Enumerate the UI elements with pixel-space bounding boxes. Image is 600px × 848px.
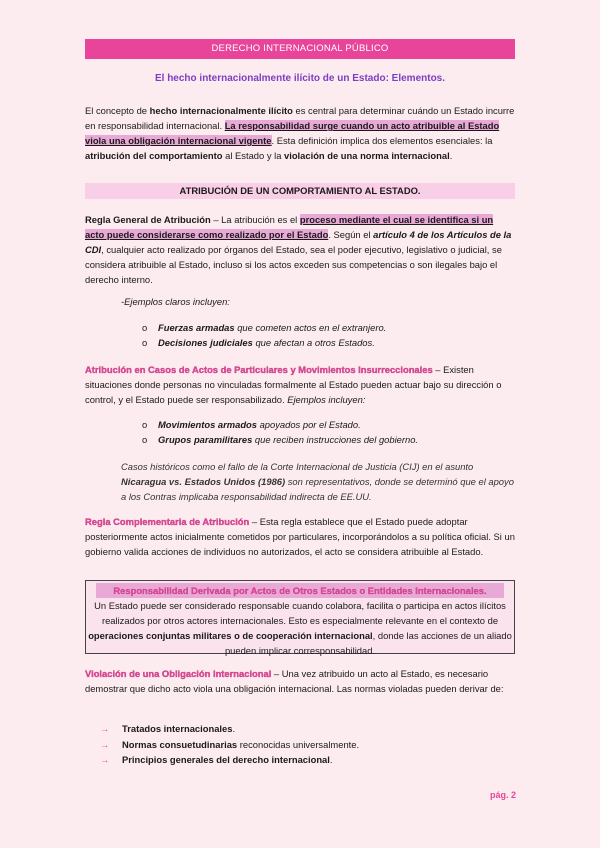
examples-list-2 [142,417,418,447]
regla-general-text-1: – La atribución es el [210,214,300,225]
particulares-text: – Existen situaciones donde personas no vinculadas formalmente al Estado pueden actuar bajo su dirección o control, y el Estado puede ser responsabilizado. [85,364,502,405]
particulares-heading: Atribución en Casos de Actos de Particulares y Movimientos Insurreccionales [85,364,433,375]
box-text-1: Un Estado puede ser considerado responsable cuando colabora, facilita o participa en actos ilícitos realizados por otros actores internacionales. Esto es especialmente relevante en el contexto de [94,600,506,626]
regla-general-label: Regla General de Atribución [85,214,211,225]
violacion-paragraph [85,666,515,696]
intro-bold-violacion: violación de una norma internacional [284,150,450,161]
list-item-text: . [329,754,333,765]
box-title: Responsabilidad Derivada por Actos de Otros Estados o Entidades Internacionales. [96,583,504,598]
intro-paragraph [85,103,515,163]
list-item-bold: Fuerzas armadas [158,322,235,333]
page-number: pág. 2 [490,790,517,800]
list-item-text: que reciben instrucciones del gobierno. [252,434,419,445]
arrow-icon: → [100,754,110,765]
particulares-examples-label: Ejemplos incluyen: [287,394,366,405]
case-bold-title: Nicaragua vs. Estados Unidos (1986) [121,476,286,487]
list-item-bold: Grupos paramilitares [158,434,253,445]
regla-general-paragraph [85,212,515,287]
complementaria-heading: Regla Complementaria de Atribución [85,516,250,527]
list-item [100,737,359,753]
list-item-text: que cometen actos en el extranjero. [234,322,387,333]
intro-highlight: La responsabilidad surge cuando un acto atribuible al Estado viola una obligación internacional vigente [85,120,500,146]
list-item-text: reconocidas universalmente. [237,738,360,750]
list-item-bold: Normas consuetudinarias [122,738,238,750]
section-heading-atribucion: ATRIBUCIÓN DE UN COMPORTAMIENTO AL ESTADO. [85,183,515,199]
list-item-text: . [232,723,236,734]
examples-list-1 [142,320,386,350]
intro-text-5: . [449,150,453,161]
intro-text-2: es central para determinar cuándo un Estado incurre en responsabilidad internacional. [85,105,515,131]
list-item [142,335,386,350]
violacion-heading: Violación de una Obligación Internacional [85,668,272,679]
list-item [142,432,418,447]
list-item-text: apoyados por el Estado. [256,419,361,430]
list-item-bold: Movimientos armados [158,419,257,430]
regla-general-text-2: . Según el [328,229,374,240]
intro-text-4: al Estado y la [222,150,285,161]
regla-general-highlight: proceso mediante el cual se identifica si un acto puede considerarse como realizado por el Estado [85,214,494,240]
violacion-text: – Una vez atribuido un acto al Estado, es necesario demostrar que dicho acto viola una obligación internacional. Las normas violadas pueden derivar de: [85,668,504,694]
case-text-2: son representativos, donde se determinó que el apoyo a los Contras implicaba responsabilidad indirecta de EE.UU. [121,476,514,502]
box-bold: operaciones conjuntas militares o de cooperación internacional [88,630,373,641]
page-subtitle: El hecho internacionalmente ilícito de un Estado: Elementos. [154,73,446,84]
regla-general-text-3: , cualquier acto realizado por órganos del Estado, sea el poder ejecutivo, legislativo o judicial, se considera atribuible al Estado, incluso si los actos exceden sus competencias o son ilegales bajo el derecho interno. [85,244,502,285]
examples-intro: -Ejemplos claros incluyen: [121,296,230,307]
list-item-bold: Tratados internacionales [122,723,233,734]
list-item [142,417,418,432]
list-item [100,721,359,737]
arrow-icon: → [100,738,110,750]
sources-list [100,721,359,768]
intro-bold-concept: hecho internacionalmente ilícito [149,105,293,116]
intro-text-3: . Esta definición implica dos elementos esenciales: la [271,135,493,146]
list-item-bold: Principios generales del derecho internacional [122,754,330,765]
box-text-2: , donde las acciones de un aliado pueden implicar corresponsabilidad. [224,630,512,656]
complementaria-paragraph [85,514,515,559]
intro-bold-atribucion: atribución del comportamiento [85,150,223,161]
case-nicaragua-paragraph [121,459,516,504]
list-item-bold: Decisiones judiciales [158,337,253,348]
responsabilidad-derivada-box [85,580,515,654]
header-title: DERECHO INTERNACIONAL PÚBLICO [211,43,389,54]
intro-text-1: El concepto de [85,105,150,116]
list-item-text: que afectan a otros Estados. [252,337,375,348]
header-bar [85,39,515,59]
list-item [142,320,386,335]
complementaria-text: – Esta regla establece que el Estado puede adoptar posteriormente actos inicialmente cometidos por particulares, incorporándolos a su política oficial. Si un gobierno valida acciones de individuos no autorizados, el acto se considera atribuible al Estado. [85,516,515,557]
particulares-paragraph [85,362,515,407]
case-text-1: Casos históricos como el fallo de la Corte Internacional de Justicia (CIJ) en el asunto [121,461,474,472]
regla-general-article-ref: artículo 4 de los Artículos de la CDI [85,229,512,255]
arrow-icon: → [100,723,110,734]
list-item [100,752,359,768]
